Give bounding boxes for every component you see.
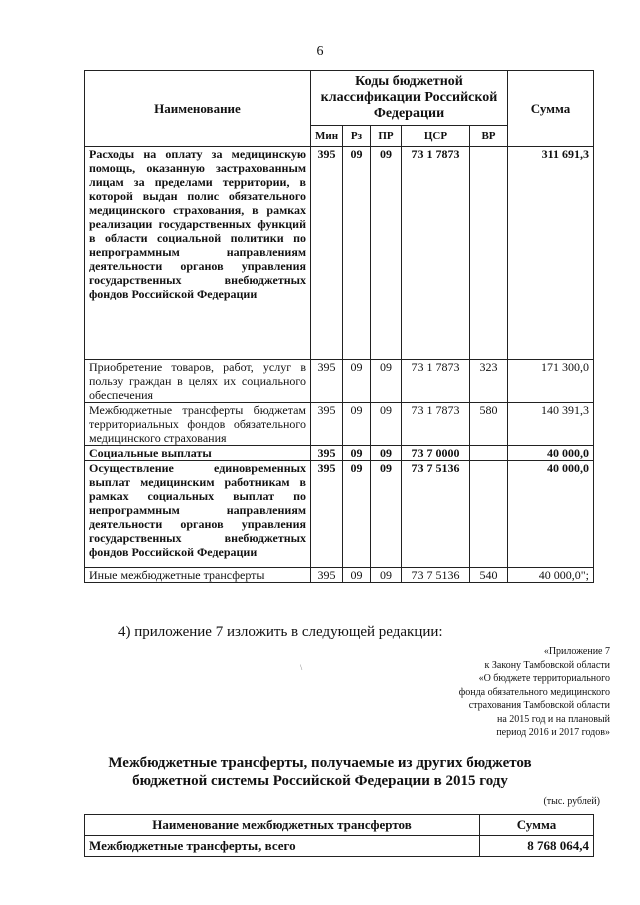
header-csr: ЦСР (402, 126, 470, 147)
appendix-line: к Закону Тамбовской области (484, 659, 610, 671)
row-vr (470, 461, 508, 568)
appendix-header (410, 645, 610, 740)
row-min: 395 (311, 461, 343, 568)
row-rz: 09 (343, 461, 371, 568)
row-name: Приобретение товаров, работ, услуг в пользу граждан в целях их социального обеспечения (85, 360, 311, 403)
row-sum: 40 000,0"; (508, 568, 594, 583)
transfers-title-line: бюджетной системы Российской Федерации в 2015 году (132, 773, 508, 789)
row-name: Иные межбюджетные трансферты (85, 568, 311, 583)
row-pr: 09 (371, 461, 402, 568)
row-min: 395 (311, 147, 343, 360)
units-label: (тыс. рублей) (543, 796, 600, 807)
row-rz: 09 (343, 360, 371, 403)
transfers-table (84, 814, 594, 857)
appendix-line: «Приложение 7 (543, 646, 610, 657)
row-rz: 09 (343, 147, 371, 360)
row-sum: 140 391,3 (508, 403, 594, 446)
row-name: Осуществление единовременных выплат медицинским работникам в рамках социальных выплат по непрограммным направлениям деятельности органов управления государственных внебюджетных фондов Российской Федерации (85, 461, 311, 568)
page-number: 6 (316, 44, 324, 59)
row-sum: 171 300,0 (508, 360, 594, 403)
row-sum: 40 000,0 (508, 446, 594, 461)
row-csr: 73 7 5136 (402, 568, 470, 583)
table-row (85, 461, 594, 568)
row-pr: 09 (371, 446, 402, 461)
budget-table (84, 70, 594, 583)
row-min: 395 (311, 568, 343, 583)
amendment-item-4: 4) приложение 7 изложить в следующей редакции: (118, 624, 443, 640)
table-row (85, 568, 594, 583)
row-name: Социальные выплаты (85, 446, 311, 461)
row-rz: 09 (343, 403, 371, 446)
row-pr: 09 (371, 403, 402, 446)
row-min: 395 (311, 360, 343, 403)
row-sum: 40 000,0 (508, 461, 594, 568)
row-rz: 09 (343, 446, 371, 461)
header-pr: ПР (371, 126, 402, 147)
row-min: 395 (311, 446, 343, 461)
row-csr: 73 7 5136 (402, 461, 470, 568)
appendix-line: на 2015 год и на плановый (496, 713, 610, 725)
transfers-title-line: Межбюджетные трансферты, получаемые из других бюджетов (108, 755, 532, 771)
header-min: Мин (311, 126, 343, 147)
row-vr (470, 446, 508, 461)
header-sum: Сумма (508, 71, 594, 147)
table-row (85, 360, 594, 403)
transfers-header-sum: Сумма (480, 815, 594, 836)
row-sum: 311 691,3 (508, 147, 594, 360)
transfers-total-sum: 8 768 064,4 (480, 836, 594, 857)
appendix-line: фонда обязательного медицинского (458, 686, 610, 698)
header-vr: ВР (470, 126, 508, 147)
header-codes: Коды бюджетной классификации Российской Федерации (311, 71, 508, 126)
row-vr (470, 147, 508, 360)
row-rz: 09 (343, 568, 371, 583)
row-csr: 73 7 0000 (402, 446, 470, 461)
appendix-line: период 2016 и 2017 годов» (496, 727, 610, 738)
transfers-header-name: Наименование межбюджетных трансфертов (85, 815, 480, 836)
transfers-total-name: Межбюджетные трансферты, всего (85, 836, 480, 857)
header-name: Наименование (85, 71, 311, 147)
appendix-line: «О бюджете территориального (478, 673, 610, 684)
table-row (85, 147, 594, 360)
table-row (85, 446, 594, 461)
table-row (85, 403, 594, 446)
header-rz: Рз (343, 126, 371, 147)
row-pr: 09 (371, 568, 402, 583)
row-csr: 73 1 7873 (402, 403, 470, 446)
scan-mark: \ (300, 663, 303, 672)
row-name: Расходы на оплату за медицинскую помощь, оказанную застрахованным лицам за пределами территории, в которой выдан полис обязательного медицинского страхования, в рамках реализации государственных функций в области социальной политики по непрограммным направлениям деятельности органов управления государственных внебюджетных фондов Российской Федерации (85, 147, 311, 360)
row-csr: 73 1 7873 (402, 147, 470, 360)
row-vr: 323 (470, 360, 508, 403)
row-pr: 09 (371, 360, 402, 403)
row-min: 395 (311, 403, 343, 446)
row-csr: 73 1 7873 (402, 360, 470, 403)
row-pr: 09 (371, 147, 402, 360)
row-name: Межбюджетные трансферты бюджетам территориальных фондов обязательного медицинского страхования (85, 403, 311, 446)
row-vr: 580 (470, 403, 508, 446)
appendix-line: страхования Тамбовской области (468, 700, 610, 711)
row-vr: 540 (470, 568, 508, 583)
transfers-title (0, 754, 640, 790)
